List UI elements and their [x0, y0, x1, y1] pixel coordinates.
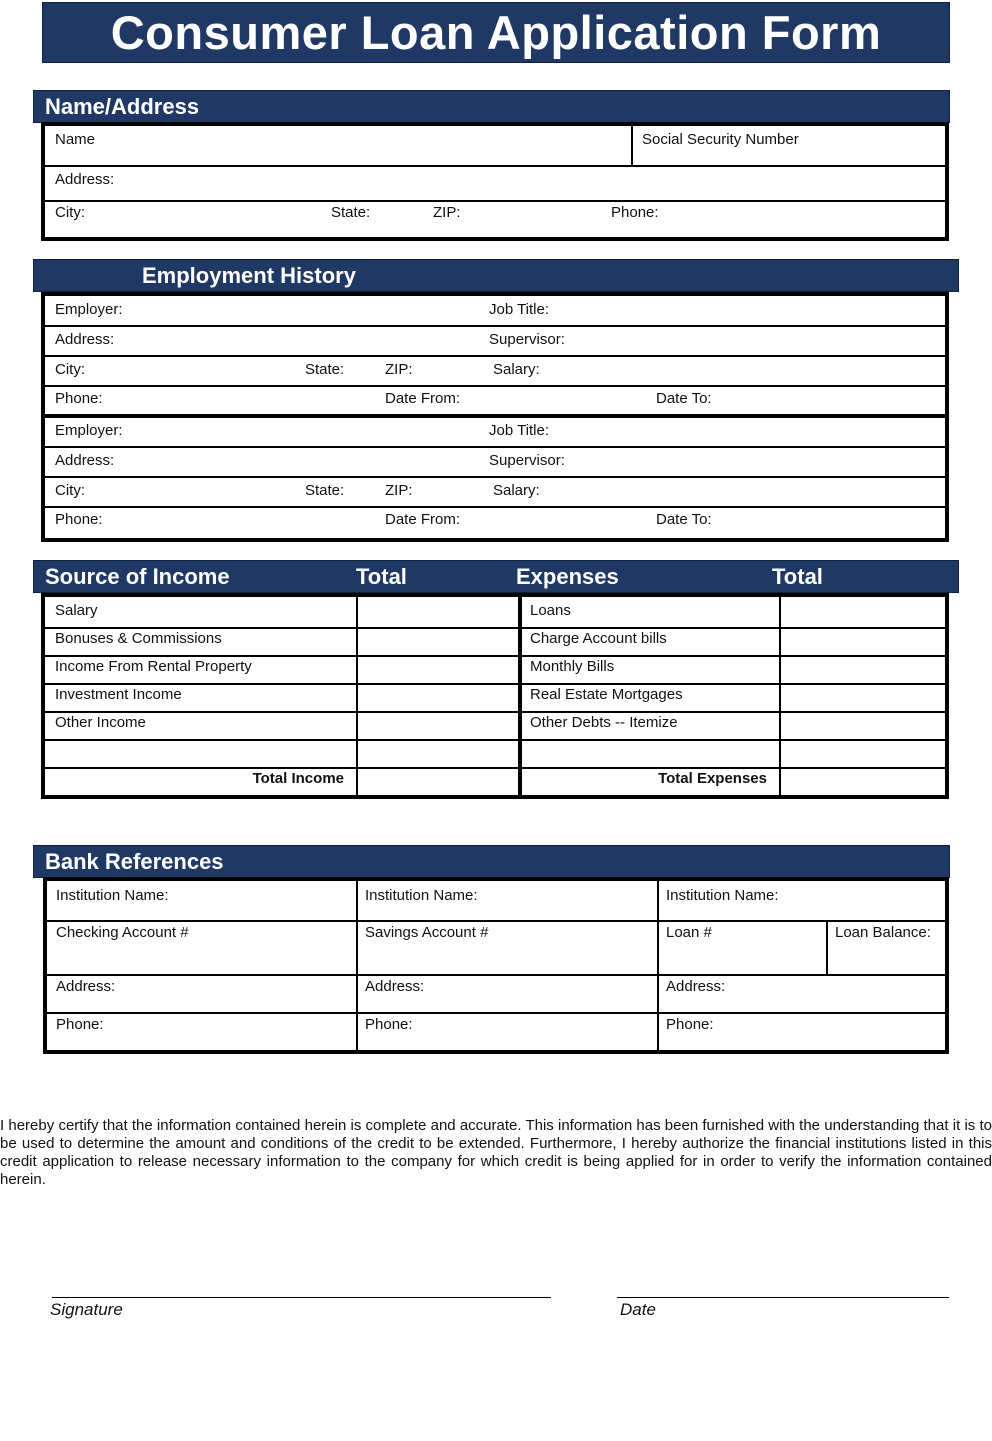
emp-phone-2-field[interactable]: Phone:: [55, 511, 103, 528]
name-address-box: [41, 122, 949, 241]
ssn-field[interactable]: Social Security Number: [642, 131, 799, 148]
emp-zip-1-field[interactable]: ZIP:: [385, 361, 413, 378]
bank-address-1-field[interactable]: Address:: [56, 978, 116, 995]
section-header-bank: [33, 845, 950, 878]
date-to-2-field[interactable]: Date To:: [656, 511, 712, 528]
income-item-investment[interactable]: Investment Income: [55, 686, 182, 703]
employment-box: [41, 292, 949, 542]
section-header-employment: [33, 259, 959, 292]
employer-2-field[interactable]: Employer:: [55, 422, 123, 439]
phone-field[interactable]: Phone:: [611, 204, 659, 221]
income-item-salary[interactable]: Salary: [55, 602, 98, 619]
income-expenses-box: [41, 593, 949, 799]
checking-field[interactable]: Checking Account #: [56, 924, 189, 941]
date-from-2-field[interactable]: Date From:: [385, 511, 461, 528]
income-header: Source of Income: [45, 564, 230, 589]
date-label: Date: [620, 1300, 656, 1319]
expense-item-monthly[interactable]: Monthly Bills: [530, 658, 615, 675]
section-header-name-address: [33, 90, 950, 123]
expense-item-mortgages[interactable]: Real Estate Mortgages: [530, 686, 683, 703]
expenses-total-header: Total: [772, 564, 823, 589]
emp-address-1-field[interactable]: Address:: [55, 331, 115, 348]
bank-header: Bank References: [45, 849, 224, 874]
expense-item-loans[interactable]: Loans: [530, 602, 571, 619]
emp-state-2-field[interactable]: State:: [305, 482, 345, 499]
city-field[interactable]: City:: [55, 204, 85, 221]
income-total-header: Total: [356, 564, 407, 589]
zip-field[interactable]: ZIP:: [433, 204, 461, 221]
employer-1-field[interactable]: Employer:: [55, 301, 123, 318]
emp-phone-1-field[interactable]: Phone:: [55, 390, 103, 407]
expense-item-other-debts[interactable]: Other Debts -- Itemize: [530, 714, 678, 731]
loan-balance-field[interactable]: Loan Balance:: [835, 924, 931, 941]
expense-item-charge[interactable]: Charge Account bills: [530, 630, 667, 647]
bank-phone-1-field[interactable]: Phone:: [56, 1016, 104, 1033]
state-field[interactable]: State:: [331, 204, 371, 221]
income-item-rental[interactable]: Income From Rental Property: [55, 658, 252, 675]
emp-state-1-field[interactable]: State:: [305, 361, 345, 378]
bank-phone-3-field[interactable]: Phone:: [666, 1016, 714, 1033]
income-item-bonuses[interactable]: Bonuses & Commissions: [55, 630, 222, 647]
name-field[interactable]: Name: [55, 131, 96, 148]
total-expenses-label: Total Expenses: [658, 770, 767, 787]
income-item-other[interactable]: Other Income: [55, 714, 146, 731]
institution-2-field[interactable]: Institution Name:: [365, 887, 478, 904]
bank-phone-2-field[interactable]: Phone:: [365, 1016, 413, 1033]
signature-label: Signature: [50, 1300, 123, 1319]
emp-city-1-field[interactable]: City:: [55, 361, 85, 378]
emp-zip-2-field[interactable]: ZIP:: [385, 482, 413, 499]
emp-address-2-field[interactable]: Address:: [55, 452, 115, 469]
savings-field[interactable]: Savings Account #: [365, 924, 489, 941]
certification-text: I hereby certify that the information contained herein is complete and accurate. This information has been furnished with the understanding that it is to be used to determine the amount and conditions of the credit to be extended. Furthermore, I hereby authorize the financial institutions listed in this credit application to release necessary information to the company for which credit is being applied for in order to verify the information contained herein.: [0, 1117, 992, 1188]
bank-address-2-field[interactable]: Address:: [365, 978, 425, 995]
bank-box: [43, 877, 949, 1054]
address-field[interactable]: Address:: [55, 171, 115, 188]
job-title-2-field[interactable]: Job Title:: [489, 422, 550, 439]
bank-address-3-field[interactable]: Address:: [666, 978, 726, 995]
salary-1-field[interactable]: Salary:: [493, 361, 540, 378]
section-header-income-expenses: [33, 560, 959, 593]
form-title: Consumer Loan Application Form: [42, 2, 950, 63]
name-address-header: Name/Address: [45, 94, 200, 119]
job-title-1-field[interactable]: Job Title:: [489, 301, 550, 318]
date-from-1-field[interactable]: Date From:: [385, 390, 461, 407]
supervisor-2-field[interactable]: Supervisor:: [489, 452, 565, 469]
date-line[interactable]: [617, 1297, 949, 1298]
loan-number-field[interactable]: Loan #: [666, 924, 712, 941]
date-to-1-field[interactable]: Date To:: [656, 390, 712, 407]
institution-1-field[interactable]: Institution Name:: [56, 887, 169, 904]
emp-city-2-field[interactable]: City:: [55, 482, 85, 499]
signature-line[interactable]: [52, 1297, 551, 1298]
supervisor-1-field[interactable]: Supervisor:: [489, 331, 565, 348]
expenses-header: Expenses: [516, 564, 619, 589]
total-income-label: Total Income: [252, 770, 344, 787]
employment-header: Employment History: [142, 263, 356, 288]
salary-2-field[interactable]: Salary:: [493, 482, 540, 499]
institution-3-field[interactable]: Institution Name:: [666, 887, 779, 904]
